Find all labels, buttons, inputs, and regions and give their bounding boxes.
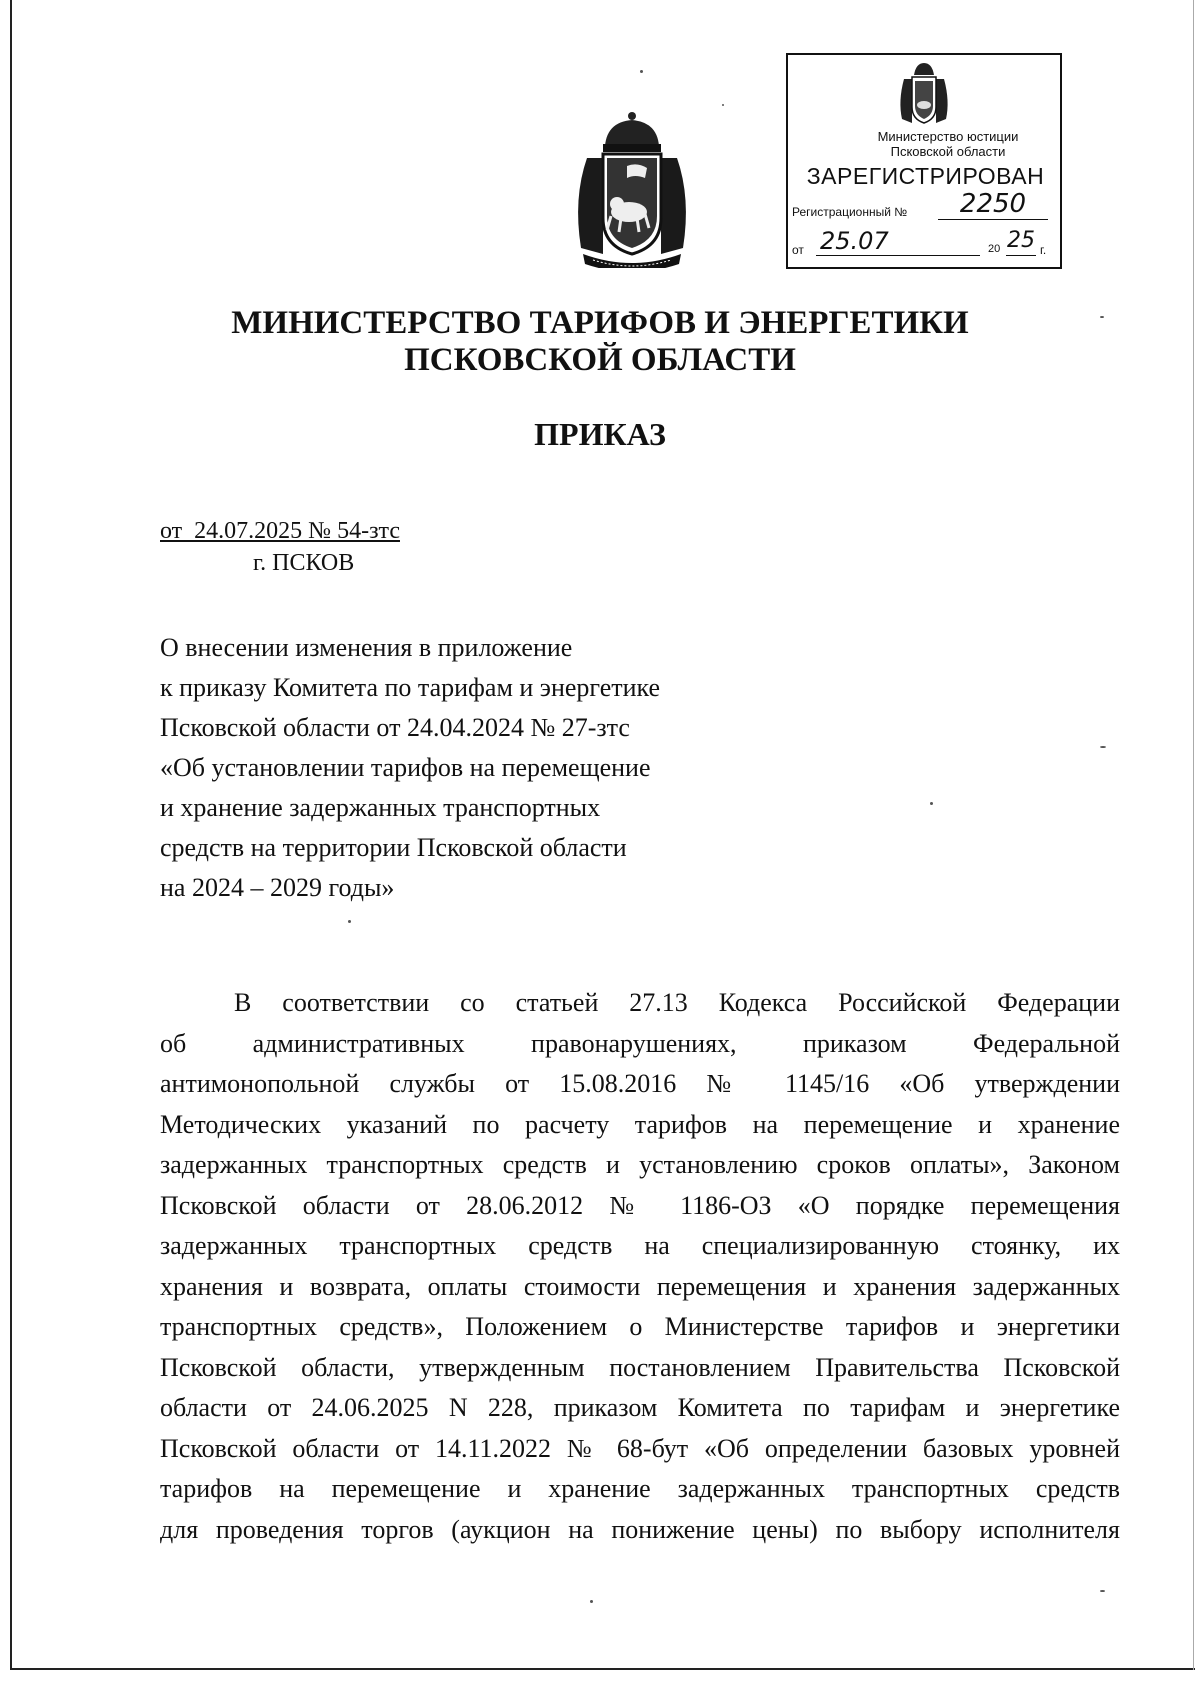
- page-edge-left: [10, 0, 12, 1670]
- body-line: транспортных средств», Положением о Министерстве тарифов и энергетики: [160, 1312, 1120, 1341]
- body-line: Методических указаний по расчету тарифов на перемещение и хранение: [160, 1109, 1120, 1139]
- scan-speck: [1100, 746, 1106, 748]
- stamp-date-prefix: от: [792, 243, 804, 257]
- body-line: области от 24.06.2025 N 228, приказом Комитета по тарифам и энергетике: [160, 1393, 1120, 1422]
- body-line: задержанных транспортных средств и установлению сроков оплаты», Законом: [160, 1150, 1120, 1179]
- body-line: Псковской области, утвержденным постановлением Правительства Псковской: [160, 1352, 1120, 1382]
- stamp-year-prefix: 20: [988, 243, 1001, 255]
- body-line: Псковской области от 28.06.2012 № 1186-ОЗ «О порядке перемещения: [160, 1190, 1120, 1220]
- order-subject: [160, 628, 720, 908]
- scan-speck: [930, 802, 933, 805]
- order-body: [160, 983, 1120, 1550]
- scan-speck: [640, 70, 643, 73]
- body-line: хранения и возврата, оплаты стоимости перемещения и хранения задержанных: [160, 1271, 1120, 1301]
- stamp-emblem-icon: [898, 61, 950, 127]
- stamp-ministry-name: Министерство юстиции Псковской области: [877, 129, 1019, 159]
- subject-line: на 2024 – 2029 годы»: [160, 873, 395, 902]
- stamp-status: ЗАРЕГИСТРИРОВАН: [806, 163, 1045, 189]
- stamp-year: 25: [1006, 227, 1036, 256]
- stamp-reg-label: Регистрационный №: [792, 205, 908, 219]
- stamp-year-suffix: г.: [1040, 243, 1047, 257]
- scan-speck: [1100, 1590, 1105, 1592]
- scan-speck: [1100, 316, 1104, 318]
- coat-of-arms-emblem: [567, 108, 697, 268]
- scan-speck: [722, 104, 724, 106]
- body-line: антимонопольной службы от 15.08.2016 № 1145/16 «Об утверждении: [160, 1069, 1120, 1098]
- stamp-reg-number: 2250: [938, 189, 1048, 220]
- scan-speck: [348, 920, 351, 923]
- body-line: В соответствии со статьей 27.13 Кодекса Российской Федерации: [234, 988, 1120, 1017]
- subject-line: «Об установлении тарифов на перемещение: [160, 753, 651, 782]
- body-line: Псковской области от 14.11.2022 № 68-бут «Об определении базовых уровней: [160, 1433, 1120, 1463]
- subject-line: Псковской области от 24.04.2024 № 27-зтс: [160, 713, 630, 742]
- body-line: для проведения торгов (аукцион на понижение цены) по выбору исполнителя: [160, 1514, 1120, 1544]
- order-city: г. ПСКОВ: [253, 550, 355, 576]
- ministry-title-line2: ПСКОВСКОЙ ОБЛАСТИ: [404, 342, 796, 378]
- ministry-title-line1: МИНИСТЕРСТВО ТАРИФОВ И ЭНЕРГЕТИКИ: [231, 305, 969, 341]
- subject-line: О внесении изменения в приложение: [160, 633, 573, 662]
- order-number: от 24.07.2025 № 54-зтс: [160, 518, 400, 544]
- registration-stamp: [786, 53, 1062, 269]
- document-type: ПРИКАЗ: [534, 416, 666, 452]
- subject-line: и хранение задержанных транспортных: [160, 793, 601, 822]
- body-line: об административных правонарушениях, приказом Федеральной: [160, 1028, 1120, 1058]
- body-line: тарифов на перемещение и хранение задержанных транспортных средств: [160, 1474, 1120, 1503]
- page-edge-right: [1193, 0, 1194, 1670]
- body-line: задержанных транспортных средств на специализированную стоянку, их: [160, 1231, 1120, 1260]
- subject-line: средств на территории Псковской области: [160, 833, 627, 862]
- scan-speck: [590, 1600, 593, 1603]
- stamp-date: 25.07: [816, 227, 980, 256]
- subject-line: к приказу Комитета по тарифам и энергетике: [160, 673, 661, 702]
- page-edge-bottom: [10, 1668, 1195, 1670]
